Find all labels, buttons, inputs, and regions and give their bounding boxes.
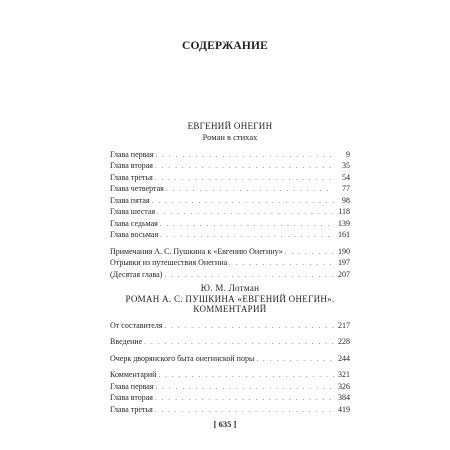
- toc-entry-page: 161: [338, 230, 350, 239]
- leader-dots: [155, 393, 334, 405]
- toc-entry-page: 118: [338, 207, 350, 216]
- toc-entry-label: От составителя: [110, 320, 163, 330]
- toc-entry-label: (Десятая глава): [110, 269, 163, 279]
- leader-dots: [156, 382, 334, 394]
- toc-entry[interactable]: [110, 229, 350, 241]
- leader-dots: [155, 405, 334, 417]
- toc-entry[interactable]: [110, 320, 350, 332]
- section-heading: ЕВГЕНИЙ ОНЕГИН: [187, 121, 273, 131]
- toc-entry[interactable]: [110, 269, 350, 281]
- page-title: СОДЕРЖАНИЕ: [181, 40, 269, 52]
- leader-dots: [152, 196, 334, 208]
- leader-dots: [285, 247, 334, 259]
- toc-entry[interactable]: [110, 246, 350, 258]
- toc-entry-label: Примечания А. С. Пушкина к «Евгению Онегину»: [110, 246, 283, 256]
- toc-entry-page: 228: [338, 337, 350, 346]
- toc-entry-page: 244: [338, 353, 350, 363]
- toc-entry-label: Очерк дворянского быта онегинской поры: [110, 353, 255, 363]
- toc-entry-page: 384: [338, 393, 350, 402]
- toc-entry-page: 35: [342, 161, 350, 170]
- section-subheading: Роман в стихах: [202, 131, 258, 142]
- leader-dots: [155, 161, 334, 173]
- toc-entry[interactable]: [110, 218, 350, 230]
- leader-dots: [165, 321, 335, 333]
- leader-dots: [229, 258, 334, 270]
- toc-entry-label: Глава вторая: [110, 393, 153, 402]
- page-number: [ 635 ]: [213, 419, 237, 429]
- toc-entry-label: Глава восьмая: [110, 230, 159, 239]
- toc-entry-page: 77: [342, 184, 350, 193]
- leader-dots: [160, 230, 334, 242]
- toc-entry-label: Введение: [110, 337, 143, 346]
- toc-entry-label: Глава пятая: [110, 195, 150, 205]
- toc-entry[interactable]: [110, 381, 350, 393]
- toc-list-part2: [110, 320, 350, 416]
- toc-entry-label: Глава третья: [110, 172, 153, 182]
- section-lotman-commentary: [110, 283, 350, 415]
- toc-entry[interactable]: [110, 369, 350, 381]
- leader-dots: [155, 173, 334, 185]
- leader-dots: [166, 184, 334, 196]
- toc-list-part1: [110, 149, 350, 281]
- toc-entry-label: Комментарий: [110, 370, 157, 379]
- toc-entry[interactable]: [110, 160, 350, 172]
- toc-entry[interactable]: [110, 353, 350, 365]
- toc-entry-label: Отрывки из путешествия Онегина: [110, 258, 228, 267]
- leader-dots: [164, 270, 334, 282]
- toc-entry[interactable]: [110, 404, 350, 416]
- toc-entry-label: Глава третья: [110, 404, 153, 414]
- toc-entry-page: 139: [338, 218, 350, 228]
- leader-dots: [156, 150, 334, 162]
- toc-entry-page: 9: [346, 149, 350, 159]
- section-heading-line2: КОММЕНТАРИЙ: [193, 304, 267, 314]
- toc-entry-label: Глава вторая: [110, 161, 153, 170]
- toc-entry-label: Глава шестая: [110, 207, 156, 216]
- toc-entry[interactable]: [110, 149, 350, 161]
- toc-entry-label: Глава четвертая: [110, 184, 164, 193]
- toc-entry[interactable]: [110, 195, 350, 207]
- toc-entry-page: 98: [342, 195, 350, 205]
- toc-entry-page: 217: [338, 320, 350, 330]
- toc-entry-page: 321: [338, 370, 350, 379]
- toc-entry-label: Глава первая: [110, 149, 154, 159]
- toc-entry-page: 207: [338, 269, 350, 279]
- leader-dots: [158, 370, 334, 382]
- toc-entry-label: Глава седьмая: [110, 218, 158, 228]
- leader-dots: [256, 354, 334, 366]
- toc-entry[interactable]: [110, 336, 350, 348]
- toc-entry-page: 190: [338, 246, 350, 256]
- leader-dots: [144, 337, 334, 349]
- toc-entry[interactable]: [110, 392, 350, 404]
- section-eugene-onegin: [110, 121, 350, 280]
- toc-entry-label: Глава первая: [110, 381, 154, 391]
- leader-dots: [157, 207, 334, 219]
- leader-dots: [160, 219, 334, 231]
- toc-entry-page: 197: [338, 258, 350, 267]
- toc-entry-page: 419: [338, 404, 350, 414]
- toc-entry[interactable]: [110, 257, 350, 269]
- toc-entry[interactable]: [110, 183, 350, 195]
- toc-entry[interactable]: [110, 172, 350, 184]
- section-author: Ю. М. Лотман: [200, 283, 260, 293]
- section-heading: РОМАН А. С. ПУШКИНА «ЕВГЕНИЙ ОНЕГИН».: [125, 293, 335, 304]
- toc-entry[interactable]: [110, 206, 350, 218]
- toc-entry-page: 326: [338, 381, 350, 391]
- toc-entry-page: 54: [342, 172, 350, 182]
